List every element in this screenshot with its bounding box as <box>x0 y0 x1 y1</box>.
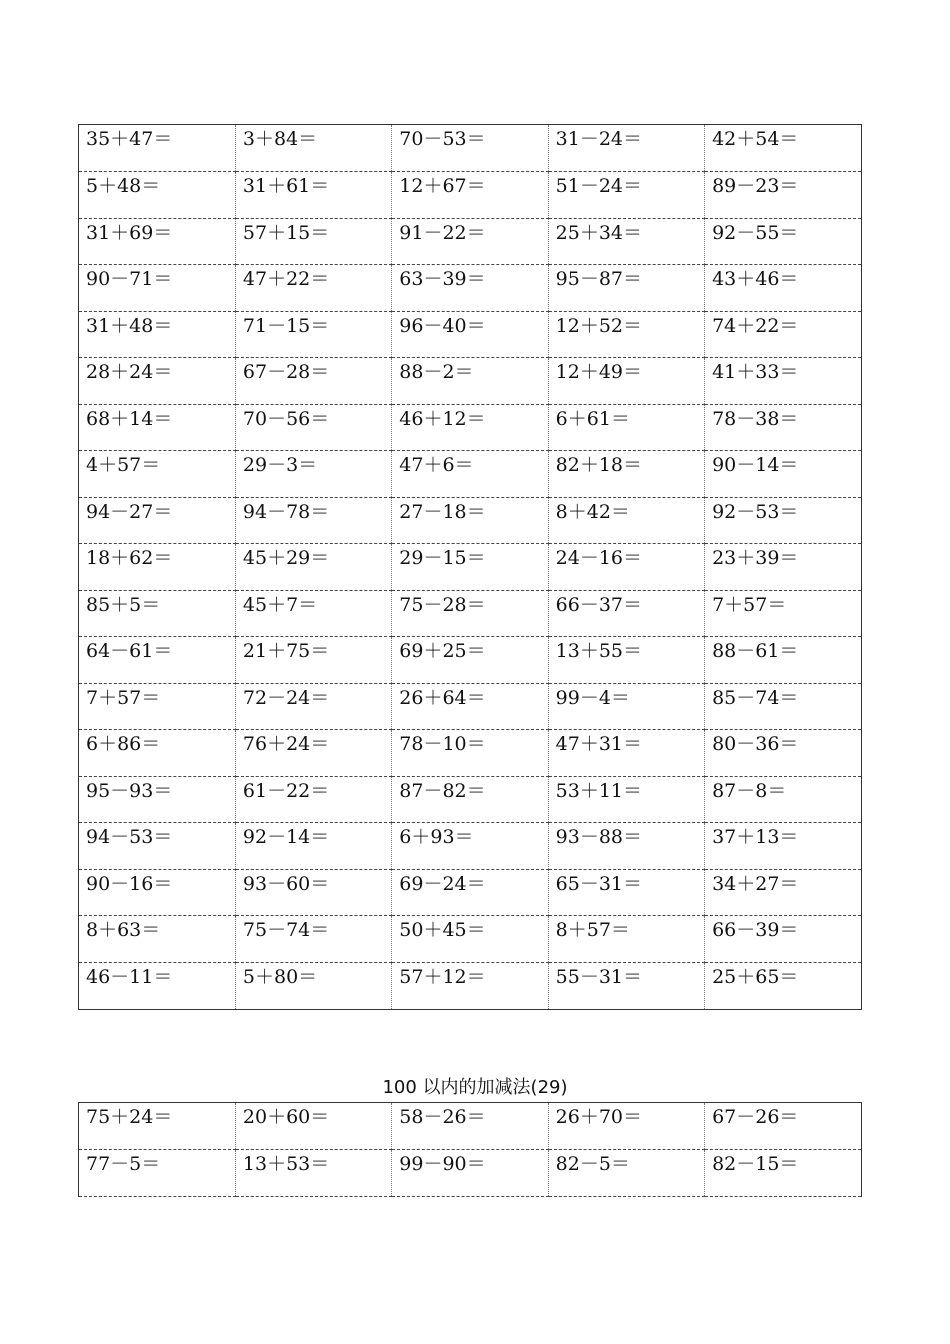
exercise-row <box>79 311 861 358</box>
exercise-row <box>79 451 861 498</box>
math-problem: 65－31＝ <box>548 869 704 916</box>
math-problem: 5＋80＝ <box>235 962 391 1009</box>
math-problem: 47＋6＝ <box>392 451 548 498</box>
math-problem: 95－87＝ <box>548 265 704 312</box>
math-problem: 46－11＝ <box>86 965 173 988</box>
math-problem: 75＋24＝ <box>79 1103 235 1150</box>
math-problem: 78－38＝ <box>705 404 861 451</box>
math-problem: 12＋67＝ <box>392 172 548 219</box>
math-problem: 90－16＝ <box>79 869 235 916</box>
exercise-row <box>79 404 861 451</box>
math-problem: 75－28＝ <box>392 590 548 637</box>
exercise-row <box>79 776 861 823</box>
math-problem: 61－22＝ <box>235 776 391 823</box>
math-problem: 99－4＝ <box>548 683 704 730</box>
math-problem: 13＋53＝ <box>235 1150 391 1197</box>
math-problem: 20＋60＝ <box>235 1103 391 1150</box>
exercise-row <box>79 1103 861 1150</box>
math-problem: 26＋64＝ <box>392 683 548 730</box>
math-problem: 78－10＝ <box>392 730 548 777</box>
math-problem: 43＋46＝ <box>705 265 861 312</box>
worksheet-title: 100 以内的加减法(29) <box>382 1077 568 1098</box>
math-problem: 6＋61＝ <box>548 404 704 451</box>
exercise-row <box>79 962 861 1009</box>
math-problem: 87－82＝ <box>392 776 548 823</box>
exercise-row <box>79 730 861 777</box>
math-problem: 67－28＝ <box>235 358 391 405</box>
math-problem: 82－15＝ <box>705 1150 861 1197</box>
math-problem: 41＋33＝ <box>705 358 861 405</box>
math-problem: 5＋48＝ <box>79 172 235 219</box>
exercise-row <box>79 125 861 172</box>
math-problem: 7＋57＝ <box>79 683 235 730</box>
math-problem: 8＋63＝ <box>79 916 235 963</box>
math-problem: 35＋47＝ <box>79 125 235 172</box>
math-problem: 71－15＝ <box>235 311 391 358</box>
math-problem: 46＋12＝ <box>392 404 548 451</box>
math-problem: 57＋12＝ <box>392 962 548 1009</box>
exercise-row <box>79 590 861 637</box>
math-problem: 63－39＝ <box>392 265 548 312</box>
math-problem: 12＋52＝ <box>548 311 704 358</box>
math-problem: 94－27＝ <box>79 497 235 544</box>
math-problem: 76＋24＝ <box>235 730 391 777</box>
math-problem: 47＋31＝ <box>548 730 704 777</box>
math-problem: 31＋61＝ <box>235 172 391 219</box>
math-problem: 88－61＝ <box>705 637 861 684</box>
math-problem: 6＋86＝ <box>79 730 235 777</box>
math-problem: 90－71＝ <box>79 265 235 312</box>
math-problem: 47＋22＝ <box>235 265 391 312</box>
math-problem: 6＋93＝ <box>392 823 548 870</box>
math-problem: 42＋54＝ <box>705 125 861 172</box>
exercise-row <box>79 916 861 963</box>
math-problem: 64－61＝ <box>79 637 235 684</box>
exercise-row <box>79 544 861 591</box>
math-problem: 72－24＝ <box>235 683 391 730</box>
exercise-grid-1 <box>78 124 862 1010</box>
math-problem: 37＋13＝ <box>705 823 861 870</box>
math-problem: 8＋57＝ <box>548 916 704 963</box>
math-problem: 7＋57＝ <box>705 590 861 637</box>
exercise-row <box>79 637 861 684</box>
math-problem: 50＋45＝ <box>392 916 548 963</box>
exercise-table-1 <box>79 125 861 1009</box>
math-problem: 18＋62＝ <box>79 544 235 591</box>
exercise-row <box>79 358 861 405</box>
math-problem: 31－24＝ <box>548 125 704 172</box>
math-problem: 25＋34＝ <box>548 218 704 265</box>
exercise-table-2 <box>79 1103 861 1197</box>
math-problem: 69－24＝ <box>392 869 548 916</box>
math-problem: 87－8＝ <box>705 776 861 823</box>
math-problem: 4＋57＝ <box>79 451 235 498</box>
math-problem: 28＋24＝ <box>79 358 235 405</box>
math-problem: 88－2＝ <box>392 358 548 405</box>
math-problem: 24－16＝ <box>548 544 704 591</box>
math-problem: 68＋14＝ <box>79 404 235 451</box>
math-problem: 45＋7＝ <box>235 590 391 637</box>
math-problem: 67－26＝ <box>705 1103 861 1150</box>
math-problem: 12＋49＝ <box>548 358 704 405</box>
math-problem: 27－18＝ <box>392 497 548 544</box>
math-problem: 31＋69＝ <box>79 218 235 265</box>
math-problem: 69＋25＝ <box>392 637 548 684</box>
exercise-row <box>79 265 861 312</box>
math-problem: 31＋48＝ <box>79 311 235 358</box>
math-problem: 93－60＝ <box>235 869 391 916</box>
math-problem: 93－88＝ <box>548 823 704 870</box>
math-problem: 25＋65＝ <box>705 962 861 1009</box>
exercise-row <box>79 683 861 730</box>
exercise-row <box>79 823 861 870</box>
math-problem: 95－93＝ <box>79 776 235 823</box>
math-problem: 82＋18＝ <box>548 451 704 498</box>
math-problem: 92－55＝ <box>705 218 861 265</box>
math-problem: 99－90＝ <box>392 1150 548 1197</box>
math-problem: 75－74＝ <box>235 916 391 963</box>
math-problem: 94－78＝ <box>235 497 391 544</box>
math-problem: 92－14＝ <box>235 823 391 870</box>
math-problem: 80－36＝ <box>705 730 861 777</box>
math-problem: 70－56＝ <box>235 404 391 451</box>
exercise-row <box>79 172 861 219</box>
math-problem: 66－39＝ <box>705 916 861 963</box>
math-problem: 82－5＝ <box>548 1150 704 1197</box>
math-problem: 77－5＝ <box>79 1150 235 1197</box>
math-problem: 26＋70＝ <box>548 1103 704 1150</box>
math-problem: 89－23＝ <box>705 172 861 219</box>
math-problem: 94－53＝ <box>79 823 235 870</box>
math-problem: 3＋84＝ <box>235 125 391 172</box>
math-problem: 91－22＝ <box>392 218 548 265</box>
math-problem: 34＋27＝ <box>705 869 861 916</box>
math-problem: 57＋15＝ <box>235 218 391 265</box>
math-problem: 29－3＝ <box>235 451 391 498</box>
math-problem: 66－37＝ <box>548 590 704 637</box>
math-problem: 55－31＝ <box>548 962 704 1009</box>
math-problem: 13＋55＝ <box>548 637 704 684</box>
math-problem: 45＋29＝ <box>235 544 391 591</box>
exercise-row <box>79 497 861 544</box>
math-problem: 85－74＝ <box>705 683 861 730</box>
math-problem: 23＋39＝ <box>705 544 861 591</box>
exercise-grid-2 <box>78 1102 862 1197</box>
math-problem: 74＋22＝ <box>705 311 861 358</box>
math-problem: 90－14＝ <box>705 451 861 498</box>
math-problem: 70－53＝ <box>392 125 548 172</box>
math-problem: 21＋75＝ <box>235 637 391 684</box>
math-problem: 8＋42＝ <box>548 497 704 544</box>
math-problem: 85＋5＝ <box>79 590 235 637</box>
exercise-row <box>79 218 861 265</box>
math-problem: 53＋11＝ <box>548 776 704 823</box>
math-problem: 92－53＝ <box>705 497 861 544</box>
exercise-row <box>79 869 861 916</box>
math-problem: 29－15＝ <box>392 544 548 591</box>
exercise-row <box>79 1150 861 1197</box>
math-problem: 51－24＝ <box>548 172 704 219</box>
math-problem: 58－26＝ <box>392 1103 548 1150</box>
math-problem: 96－40＝ <box>392 311 548 358</box>
